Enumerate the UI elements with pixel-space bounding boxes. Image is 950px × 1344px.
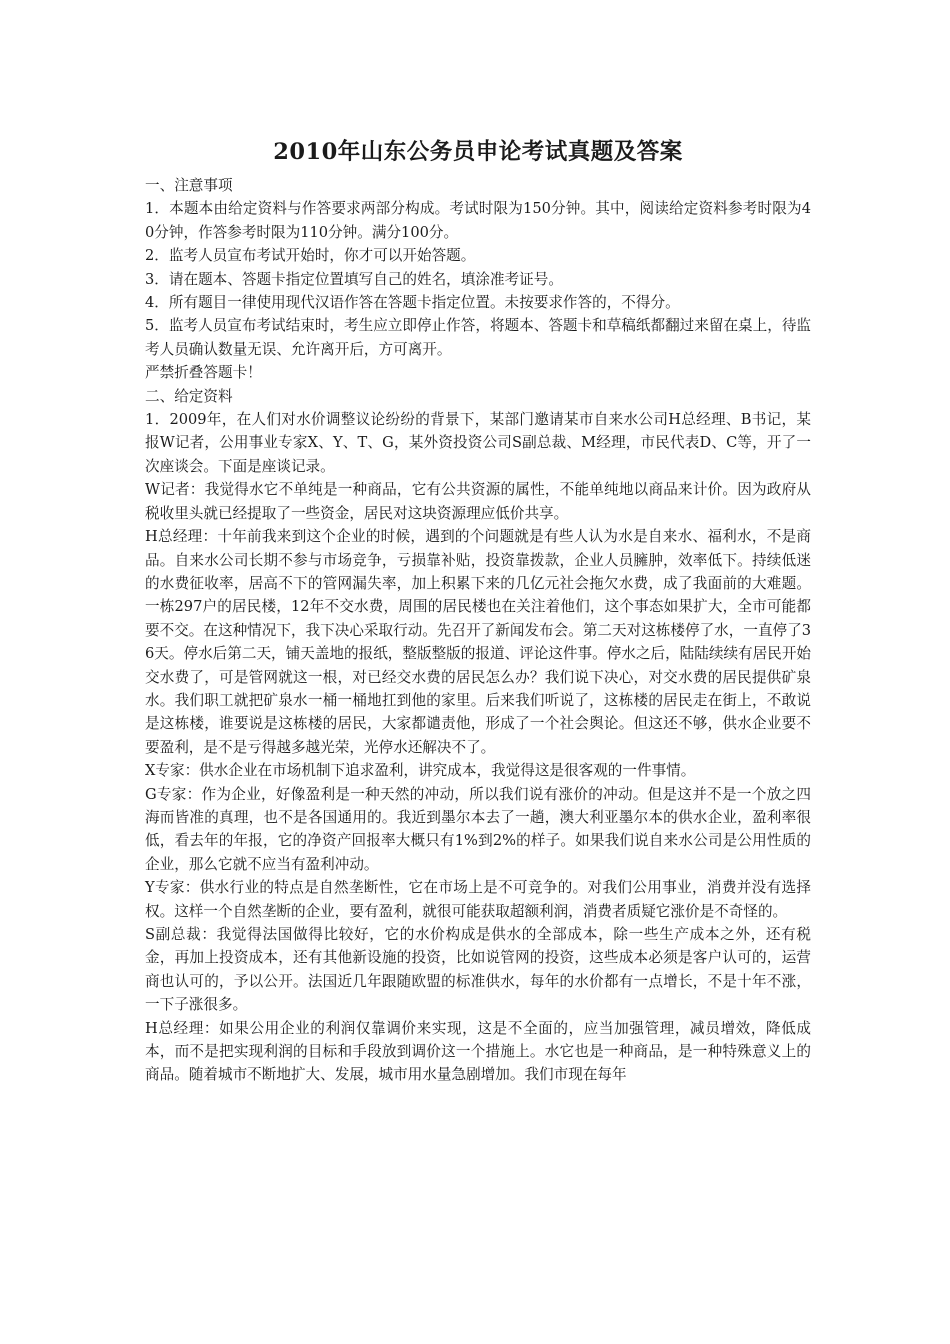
document-title: 2010年山东公务员申论考试真题及答案: [273, 139, 683, 165]
statement-s-vice-president: S副总裁：我觉得法国做得比较好，它的水价构成是供水的全部成本，除一些生产成本之外，还有税金，再加上投资成本，还有其他新设施的投资，比如说管网的投资，这些成本必须是客户认可的，运营商也认可的，予以公开。法国近几年跟随欧盟的标准供水，每年的水价都有一点增长，不是十年不涨，一下子涨很多。: [145, 926, 811, 1014]
document-page: [145, 134, 811, 1087]
section-heading-materials: 二、给定资料: [145, 387, 233, 405]
note-item-5: 5．监考人员宣布考试结束时，考生应立即停止作答，将题本、答题卡和草稿纸都翻过来留在桌上，待监考人员确认数量无误、允许离开后，方可离开。: [145, 317, 812, 358]
statement-h-manager-2: H总经理：如果公用企业的利润仅靠调价来实现，这是不全面的，应当加强管理，减员增效，降低成本，而不是把实现利润的目标和手段放到调价这一个措施上。水它也是一种商品，是一种特殊意义上的商品。随着城市不断地扩大、发展，城市用水量急剧增加。我们市现在每年: [145, 1019, 811, 1084]
note-item-3: 3．请在题本、答题卡指定位置填写自己的姓名，填涂准考证号。: [145, 270, 563, 288]
note-item-1: 1．本题本由给定资料与作答要求两部分构成。考试时限为150分钟。其中，阅读给定资料参考时限为40分钟，作答参考时限为110分钟。满分100分。: [145, 200, 811, 241]
section-heading-notes: 一、注意事项: [145, 177, 233, 194]
note-item-2: 2．监考人员宣布考试开始时，你才可以开始答题。: [145, 247, 476, 265]
warning-text: 严禁折叠答题卡！: [145, 364, 262, 382]
statement-g-expert: G专家：作为企业，好像盈利是一种天然的冲动，所以我们说有涨价的冲动。但是这并不是一个放之四海而皆准的真理，也不是各国通用的。我近到墨尔本去了一趟，澳大利亚墨尔本的供水企业，盈利率很低，看去年的年报，它的净资产回报率大概只有1%到2%的样子。如果我们说自来水公司是公用性质的企业，那么它就不应当有盈利冲动。: [145, 785, 811, 873]
statement-y-expert: Y专家：供水行业的特点是自然垄断性，它在市场上是不可竞争的。对我们公用事业，消费并没有选择权。这样一个自然垄断的企业，要有盈利，就很可能获取超额利润，消费者质疑它涨价是不奇怪的。: [145, 879, 811, 920]
statement-w-reporter: W记者：我觉得水它不单纯是一种商品，它有公共资源的属性，不能单纯地以商品来计价。因为政府从税收里头就已经提取了一些资金，居民对这块资源理应低价共享。: [145, 481, 811, 522]
statement-h-manager: H总经理：十年前我来到这个企业的时候，遇到的个问题就是有些人认为水是自来水、福利水，不是商品。自来水公司长期不参与市场竞争，亏损靠补贴，投资靠拨款，企业人员臃肿，效率低下。持续低迷的水费征收率，居高不下的管网漏失率，加上积累下来的几亿元社会拖欠水费，成了我面前的大难题。一栋297户的居民楼，12年不交水费，周围的居民楼也在关注着他们，这个事态如果扩大，全市可能都要不交。在这种情况下，我下决心采取行动。先召开了新闻发布会。第二天对这栋楼停了水，一直停了36天。停水后第二天，铺天盖地的报纸，整版整版的报道、评论这件事。停水之后，陆陆续续有居民开始交水费了，可是管网就这一根，对已经交水费的居民怎么办？我们说下决心，对交水费的居民提供矿泉水。我们职工就把矿泉水一桶一桶地扛到他的家里。后来我们听说了，这栋楼的居民走在街上，不敢说是这栋楼，谁要说是这栋楼的居民，大家都谴责他，形成了一个社会舆论。但这还不够，供水企业要不要盈利，是不是亏得越多越光荣，光停水还解决不了。: [145, 528, 812, 756]
note-item-4: 4．所有题目一律使用现代汉语作答在答题卡指定位置。未按要求作答的，不得分。: [145, 294, 680, 312]
statement-x-expert: X专家：供水企业在市场机制下追求盈利，讲究成本，我觉得这是很客观的一件事情。: [145, 762, 696, 780]
material-intro: 1．2009年，在人们对水价调整议论纷纷的背景下，某部门邀请某市自来水公司H总经理、B书记，某报W记者，公用事业专家X、Y、T、G，某外资投资公司S副总裁、M经理，市民代表D、C等，开了一次座谈会。下面是座谈记录。: [145, 411, 811, 475]
